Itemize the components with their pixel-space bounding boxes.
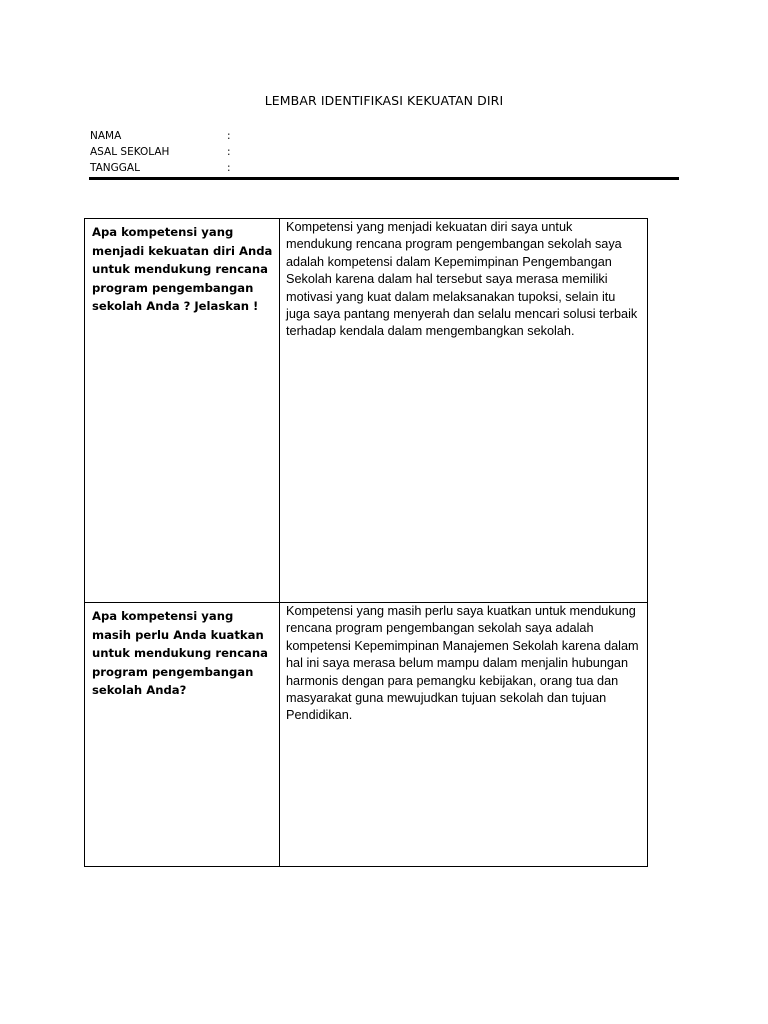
field-label-tanggal: TANGGAL bbox=[90, 162, 140, 174]
question-cell: Apa kompetensi yang menjadi kekuatan diri Anda untuk mendukung rencana program pengembangan sekolah Anda ? Jelaskan ! bbox=[85, 219, 280, 602]
page-title: LEMBAR IDENTIFIKASI KEKUATAN DIRI bbox=[264, 93, 504, 108]
identity-fields bbox=[90, 128, 680, 176]
field-label-nama: NAMA bbox=[90, 130, 122, 142]
field-tanggal bbox=[90, 160, 680, 176]
field-nama bbox=[90, 128, 680, 144]
answer-cell: Kompetensi yang menjadi kekuatan diri saya untuk mendukung rencana program pengembangan sekolah saya adalah kompetensi dalam Kepemimpinan Pengembangan Sekolah karena dalam hal tersebut saya merasa memiliki motivasi yang kuat dalam melaksanakan tupoksi, selain itu juga saya pantang menyerah dan selalu mencari solusi terbaik terhadap kendala dalam mengembangkan sekolah. bbox=[286, 220, 638, 339]
field-separator: : bbox=[227, 130, 231, 142]
question-cell: Apa kompetensi yang masih perlu Anda kuatkan untuk mendukung rencana program pengembangan sekolah Anda? bbox=[85, 603, 280, 866]
table-row bbox=[85, 603, 647, 866]
table-row bbox=[85, 219, 647, 603]
answer-cell: Kompetensi yang masih perlu saya kuatkan untuk mendukung rencana program pengembangan sekolah saya adalah kompetensi Kepemimpinan Manajemen Sekolah karena dalam hal ini saya merasa belum mampu dalam menjalin hubungan harmonis dengan para pemangku kebijakan, orang tua dan masyarakat guna mewujudkan tujuan sekolah dan tujuan Pendidikan. bbox=[286, 604, 639, 723]
field-asal-sekolah bbox=[90, 144, 680, 160]
field-label-asal-sekolah: ASAL SEKOLAH bbox=[90, 146, 170, 158]
identification-table bbox=[84, 218, 648, 867]
field-separator: : bbox=[227, 146, 231, 158]
header-divider bbox=[89, 177, 679, 180]
field-separator: : bbox=[227, 162, 231, 174]
